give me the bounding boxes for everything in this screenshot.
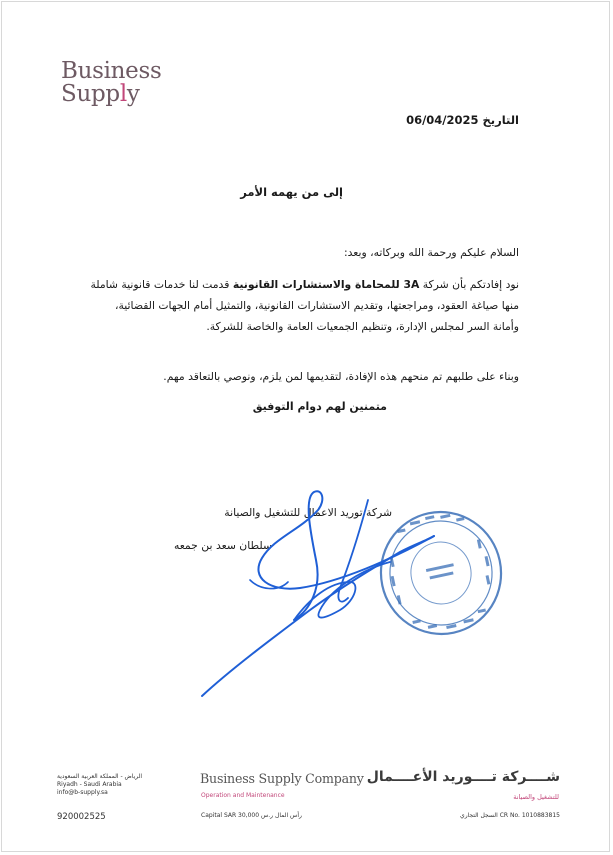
letter-paragraph-2: وبناء على طلبهم تم منحهم هذه الإفادة، لتقديمها لمن يلزم، ونوصي بالتعاقد مهم.	[163, 370, 519, 383]
footer-capital: Capital SAR 30,000 رأس المال ر.س	[201, 812, 302, 819]
law-firm-name: 3A للمحاماة والاستشارات القانونية	[232, 278, 420, 291]
letter-greeting: السلام عليكم ورحمة الله وبركاته، وبعد:	[343, 246, 519, 259]
signatory-name: سلطان سعد بن جمعه	[173, 539, 272, 552]
logo-line2: Supply	[61, 81, 140, 107]
handwritten-signature	[190, 470, 440, 700]
logo-line1: Business	[61, 58, 162, 84]
letter-date: التاريخ 06/04/2025	[406, 113, 519, 127]
footer-company-name-en: Business Supply Company	[200, 771, 364, 786]
footer-company-sub-en: Operation and Maintenance	[201, 792, 285, 799]
signatory-company: شركة توريد الاعمال للتشغيل والصيانة	[224, 506, 392, 519]
letter-paragraph-1: نود إفادتكم بأن شركة 3A للمحاماة والاستشارات القانونية قدمت لنا خدمات قانونية شاملة منها صياغة العقود، ومراجعتها، وتقديم الاستشارات القانونية، والتمثيل أمام الجهات القضائية، وأمانة السر لمجلس الإدارة، وتنظيم الجمعيات العامة والخاصة للشركة.	[90, 278, 519, 333]
page-border	[1, 1, 610, 852]
footer-address: الرياض - المملكة العربية السعودية Riyadh - Saudi Arabia info@b-supply.sa	[57, 773, 143, 796]
footer-company-name-ar: شــــركة تــــوريد الأعــــمال	[366, 769, 560, 785]
letter-recipient: إلى من يهمه الأمر	[240, 185, 343, 199]
footer-phone: 920002525	[57, 812, 106, 822]
footer-email[interactable]: info@b-supply.sa	[57, 789, 108, 796]
letter-closing: متمنين لهم دوام التوفيق	[252, 400, 387, 413]
footer-cr-number: السجل التجاري CR No. 1010883815	[460, 812, 560, 819]
footer-company-sub-ar: للتشغيل والصيانة	[513, 793, 559, 801]
company-logo	[61, 60, 162, 106]
